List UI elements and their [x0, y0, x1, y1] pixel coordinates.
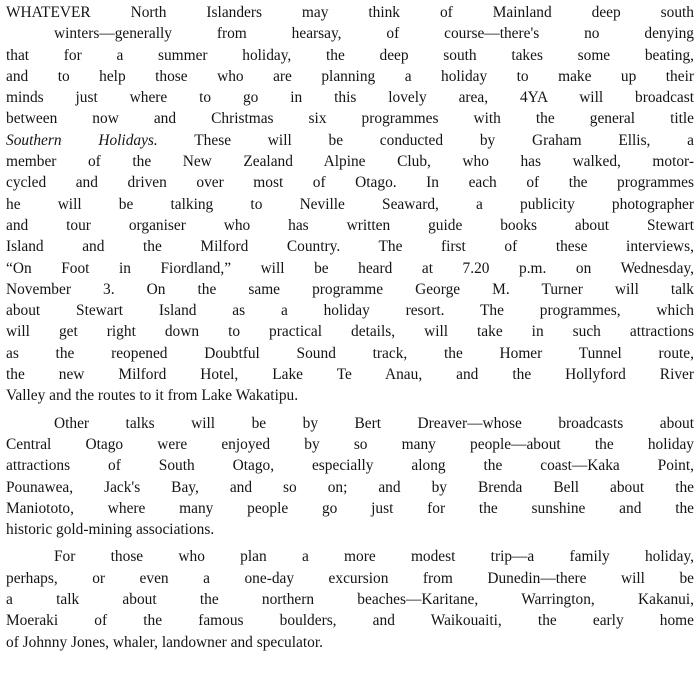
text-line: cycled and driven over most of Otago. In each of the programmes — [6, 174, 694, 192]
text-line: a talk about the northern beaches—Karitane, Warrington, Kakanui, — [6, 591, 694, 609]
text-line: winters—generally from hearsay, of course—there's no denying — [54, 25, 694, 43]
text-line: he will be talking to Neville Seaward, a publicity photographer — [6, 195, 694, 213]
text-line: between now and Christmas six programmes with the general title — [6, 110, 694, 128]
text-line: about Stewart Island as a holiday resort. The programmes, which — [6, 302, 694, 320]
text-line: November 3. On the same programme George M. Turner will talk — [6, 280, 694, 298]
text-line: Moeraki of the famous boulders, and Waikouaiti, the early home — [6, 612, 694, 630]
text-line: attractions of South Otago, especially along the coast—Kaka Point, — [6, 457, 694, 475]
text-line: Other talks will be by Bert Dreaver—whose broadcasts about — [54, 414, 694, 432]
text-line: the new Milford Hotel, Lake Te Anau, and the Hollyford River — [6, 366, 694, 384]
text-line: member of the New Zealand Alpine Club, who has walked, motor- — [6, 153, 694, 171]
text-line: as the reopened Doubtful Sound track, the Homer Tunnel route, — [6, 344, 694, 362]
text-line: minds just where to go in this lovely area, 4YA will broadcast — [6, 89, 694, 107]
text-line: perhaps, or even a one-day excursion from Dunedin—there will be — [6, 569, 694, 587]
text-line: Valley and the routes to it from Lake Wakatipu. — [6, 387, 299, 405]
text-line: Central Otago were enjoyed by so many people—about the holiday — [6, 435, 694, 453]
paragraph-1 — [6, 2, 694, 407]
text-line: Maniototo, where many people go just for the sunshine and the — [6, 499, 694, 517]
paragraph-2 — [6, 413, 694, 541]
text-line: that for a summer holiday, the deep south takes some beating, — [6, 46, 694, 64]
text-line: Island and the Milford Country. The first of these interviews, — [6, 238, 694, 256]
text-line: of Johnny Jones, whaler, landowner and speculator. — [6, 633, 323, 651]
article-body — [6, 2, 694, 653]
text-line: “On Foot in Fiordland,” will be heard at 7.20 p.m. on Wednesday, — [6, 259, 694, 277]
text-line: Pounawea, Jack's Bay, and so on; and by Brenda Bell about the — [6, 478, 694, 496]
text-line: historic gold-mining associations. — [6, 521, 215, 539]
text-line-rest: These will be conducted by Graham Ellis, a — [157, 131, 695, 149]
text-line: WHATEVER North Islanders may think of Mainland deep south — [6, 4, 694, 21]
text-line: will get right down to practical details, will take in such attractions — [6, 323, 694, 341]
programme-title: Southern Holidays. — [6, 131, 158, 149]
text-line — [6, 130, 694, 151]
text-line: For those who plan a more modest trip—a family holiday, — [54, 548, 694, 566]
text-line: and to help those who are planning a holiday to make up their — [6, 67, 694, 85]
text-line: and tour organiser who has written guide books about Stewart — [6, 216, 694, 234]
paragraph-3 — [6, 546, 694, 652]
